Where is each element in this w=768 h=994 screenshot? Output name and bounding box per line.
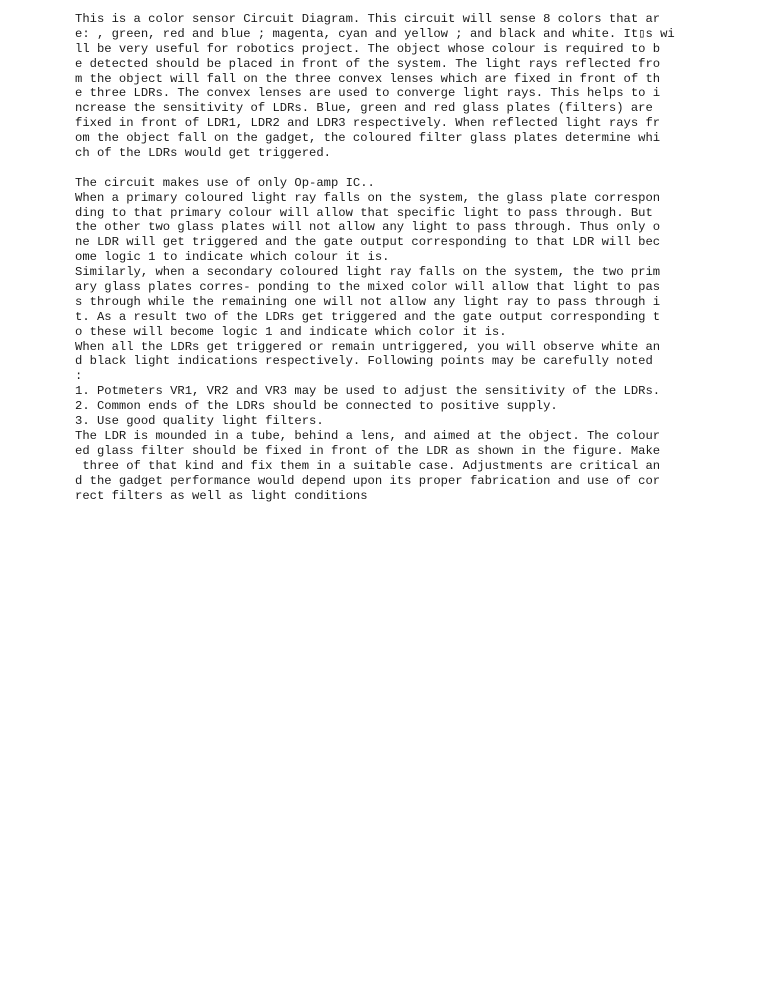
document-line: When all the LDRs get triggered or remain untriggered, you will observe white an: [75, 339, 661, 354]
document-line: ed glass filter should be fixed in front of the LDR as shown in the figure. Make: [75, 443, 661, 458]
document-line: om the object fall on the gadget, the coloured filter glass plates determine whi: [75, 131, 661, 146]
document-line: e three LDRs. The convex lenses are used to converge light rays. This helps to i: [75, 86, 661, 101]
document-line: ding to that primary colour will allow that specific light to pass through. But: [75, 205, 653, 220]
document-line: t. As a result two of the LDRs get triggered and the gate output corresponding t: [75, 309, 661, 324]
document-line: fixed in front of LDR1, LDR2 and LDR3 respectively. When reflected light rays fr: [75, 116, 661, 131]
document-line: ncrease the sensitivity of LDRs. Blue, green and red glass plates (filters) are: [75, 101, 653, 116]
document-line: The circuit makes use of only Op-amp IC..: [75, 175, 375, 190]
document-line: m the object will fall on the three convex lenses which are fixed in front of th: [75, 71, 661, 86]
document-line: e: , green, red and blue ; magenta, cyan and yellow ; and black and white. It▯s wi: [75, 26, 675, 41]
document-line: ary glass plates corres- ponding to the mixed color will allow that light to pas: [75, 280, 661, 295]
document-line: ll be very useful for robotics project. The object whose colour is required to b: [75, 41, 661, 56]
document-line: [75, 161, 755, 176]
document-line: e detected should be placed in front of the system. The light rays reflected fro: [75, 56, 661, 71]
document-line: The LDR is mounded in a tube, behind a lens, and aimed at the object. The colour: [75, 428, 661, 443]
document-body: [75, 12, 755, 503]
document-line: d black light indications respectively. Following points may be carefully noted: [75, 354, 653, 369]
document-line: three of that kind and fix them in a suitable case. Adjustments are critical an: [75, 458, 661, 473]
document-line: :: [75, 369, 83, 384]
document-line: s through while the remaining one will not allow any light ray to pass through i: [75, 294, 661, 309]
document-line: ne LDR will get triggered and the gate output corresponding to that LDR will bec: [75, 235, 661, 250]
document-line: o these will become logic 1 and indicate which color it is.: [75, 324, 507, 339]
document-line: This is a color sensor Circuit Diagram. This circuit will sense 8 colors that ar: [75, 12, 661, 26]
document-line: When a primary coloured light ray falls on the system, the glass plate correspon: [75, 190, 661, 205]
document-line: Similarly, when a secondary coloured light ray falls on the system, the two prim: [75, 265, 661, 280]
document-line: ome logic 1 to indicate which colour it is.: [75, 250, 390, 265]
document-line: ch of the LDRs would get triggered.: [75, 146, 331, 161]
document-line: 2. Common ends of the LDRs should be connected to positive supply.: [75, 399, 558, 414]
document-line: 1. Potmeters VR1, VR2 and VR3 may be used to adjust the sensitivity of the LDRs.: [75, 384, 661, 399]
document-line: 3. Use good quality light filters.: [75, 414, 324, 429]
document-line: d the gadget performance would depend upon its proper fabrication and use of cor: [75, 473, 661, 488]
document-line: the other two glass plates will not allow any light to pass through. Thus only o: [75, 220, 661, 235]
document-line: rect filters as well as light conditions: [75, 488, 368, 503]
